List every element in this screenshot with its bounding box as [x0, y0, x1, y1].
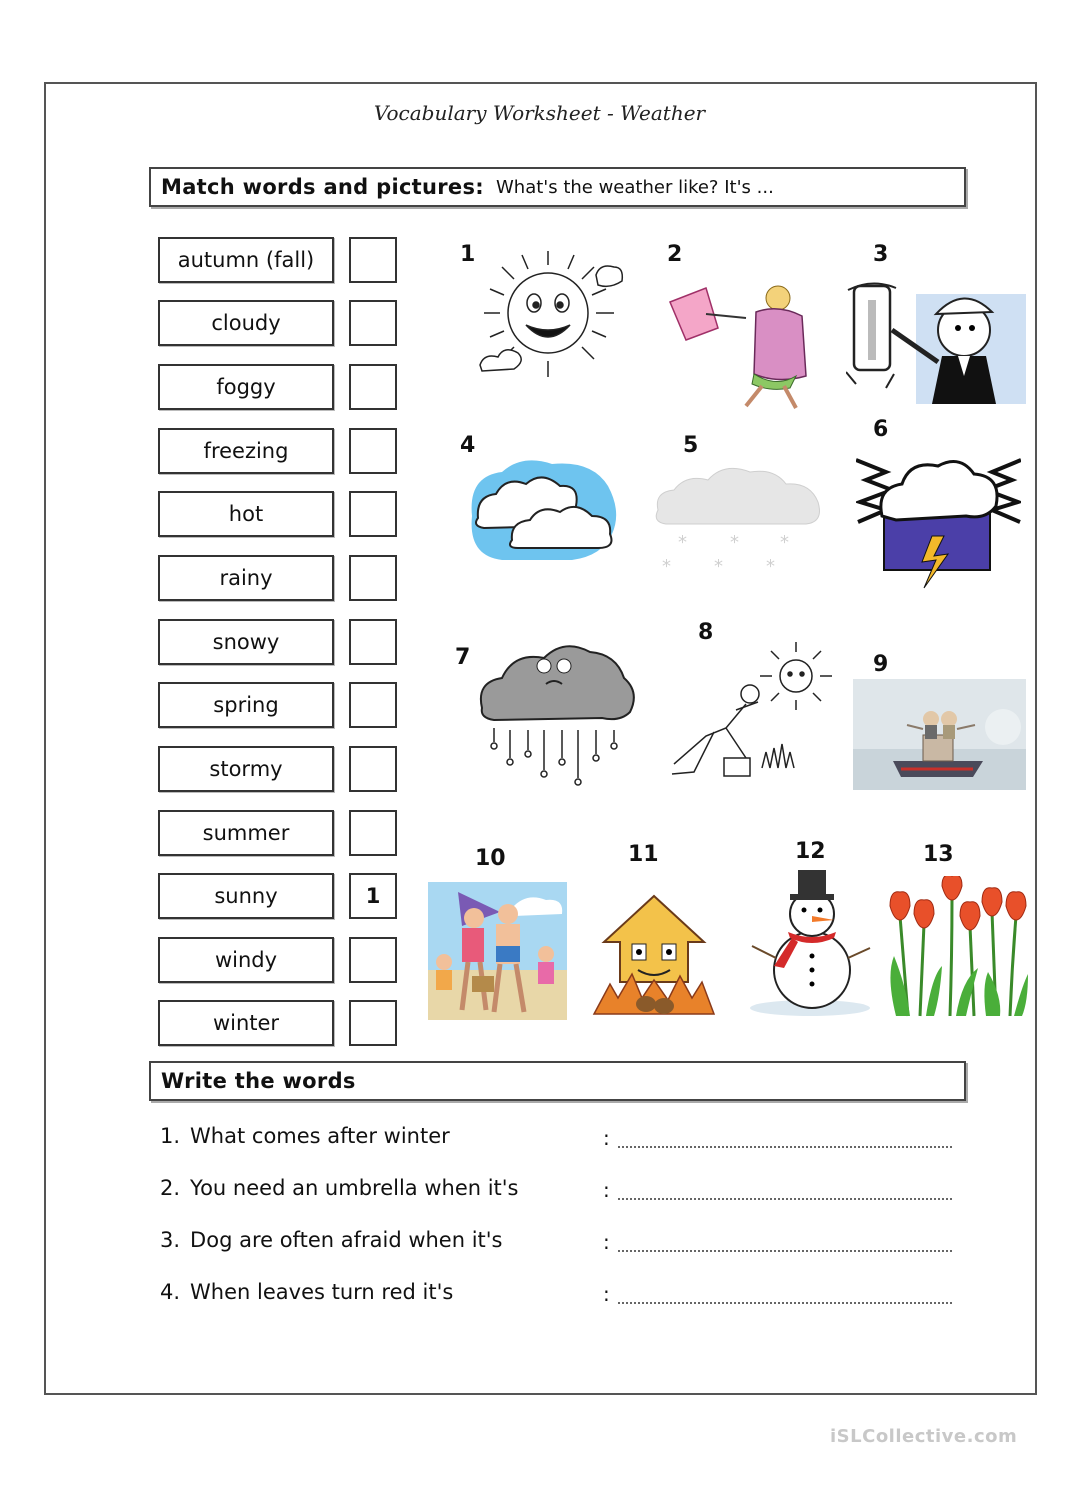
- tulips-icon: [886, 876, 1029, 1021]
- word-box: winter: [158, 1000, 334, 1046]
- svg-text:*: *: [662, 556, 671, 577]
- svg-text:*: *: [780, 532, 789, 553]
- snow-cloud-icon: [650, 462, 825, 577]
- hot-sun-man-icon: [666, 640, 836, 785]
- picture-number: 1: [460, 242, 476, 267]
- answer-box[interactable]: [349, 428, 397, 474]
- picture-number: 2: [667, 242, 683, 267]
- svg-text:*: *: [730, 532, 739, 553]
- rain-cloud-icon: [474, 638, 639, 793]
- svg-text:*: *: [766, 556, 775, 577]
- storm-cloud-icon: [856, 450, 1021, 600]
- match-heading: Match words and pictures:: [161, 175, 484, 199]
- question-text: [160, 1228, 503, 1252]
- match-section-header: [149, 167, 966, 207]
- picture-number: 8: [698, 620, 714, 645]
- picture-number: 12: [795, 839, 826, 864]
- answer-box[interactable]: [349, 619, 397, 665]
- word-box: foggy: [158, 364, 334, 410]
- picture-number: 7: [455, 645, 471, 670]
- match-prompt: What's the weather like? It's ...: [495, 176, 774, 198]
- answer-box[interactable]: [349, 810, 397, 856]
- answer-separator: :: [603, 1126, 610, 1150]
- picture-number: 3: [873, 242, 889, 267]
- picture-number: 13: [923, 842, 954, 867]
- word-box: summer: [158, 810, 334, 856]
- picture-number: 5: [683, 433, 699, 458]
- answer-box[interactable]: [349, 300, 397, 346]
- answer-box[interactable]: 1: [349, 873, 397, 919]
- svg-text:*: *: [714, 556, 723, 577]
- answer-box[interactable]: [349, 746, 397, 792]
- answer-separator: :: [603, 1282, 610, 1306]
- picture-number: 6: [873, 417, 889, 442]
- thermometer-cold-man-icon: [846, 280, 1026, 415]
- question-text: [160, 1280, 453, 1304]
- word-box: snowy: [158, 619, 334, 665]
- picture-number: 11: [628, 842, 659, 867]
- question-number: 3.: [160, 1228, 181, 1252]
- answer-box[interactable]: [349, 237, 397, 283]
- answer-line[interactable]: [618, 1186, 952, 1200]
- answer-box[interactable]: [349, 1000, 397, 1046]
- foggy-boat-icon: [853, 679, 1026, 790]
- sun-icon: [470, 245, 630, 385]
- clouds-icon: [462, 456, 622, 566]
- windy-person-icon: [666, 276, 826, 416]
- worksheet-title: Vocabulary Worksheet - Weather: [373, 101, 706, 125]
- word-box: windy: [158, 937, 334, 983]
- word-box: cloudy: [158, 300, 334, 346]
- picture-number: 4: [460, 433, 476, 458]
- site-watermark: iSLCollective.com: [830, 1426, 1018, 1447]
- word-box: hot: [158, 491, 334, 537]
- answer-box[interactable]: [349, 555, 397, 601]
- question-number: 2.: [160, 1176, 181, 1200]
- answer-box[interactable]: [349, 937, 397, 983]
- word-box: freezing: [158, 428, 334, 474]
- write-heading: Write the words: [161, 1069, 356, 1093]
- question-label: You need an umbrella when it's: [190, 1176, 519, 1200]
- picture-number: 10: [475, 846, 506, 871]
- word-box: sunny: [158, 873, 334, 919]
- answer-box[interactable]: [349, 364, 397, 410]
- beach-family-icon: [428, 882, 567, 1020]
- question-label: When leaves turn red it's: [190, 1280, 454, 1304]
- write-section-header: [149, 1061, 966, 1101]
- answer-box[interactable]: [349, 491, 397, 537]
- question-number: 1.: [160, 1124, 181, 1148]
- word-box: spring: [158, 682, 334, 728]
- word-box: rainy: [158, 555, 334, 601]
- answer-line[interactable]: [618, 1238, 952, 1252]
- autumn-leaves-house-icon: [592, 890, 717, 1020]
- question-text: [160, 1124, 450, 1148]
- picture-number: 9: [873, 652, 889, 677]
- answer-line[interactable]: [618, 1290, 952, 1304]
- question-label: What comes after winter: [190, 1124, 450, 1148]
- answer-line[interactable]: [618, 1134, 952, 1148]
- question-label: Dog are often afraid when it's: [190, 1228, 503, 1252]
- answer-separator: :: [603, 1178, 610, 1202]
- word-box: stormy: [158, 746, 334, 792]
- question-number: 4.: [160, 1280, 181, 1304]
- snowman-icon: [748, 866, 873, 1016]
- question-text: [160, 1176, 519, 1200]
- answer-separator: :: [603, 1230, 610, 1254]
- answer-box[interactable]: [349, 682, 397, 728]
- word-box: autumn (fall): [158, 237, 334, 283]
- svg-text:*: *: [678, 532, 687, 553]
